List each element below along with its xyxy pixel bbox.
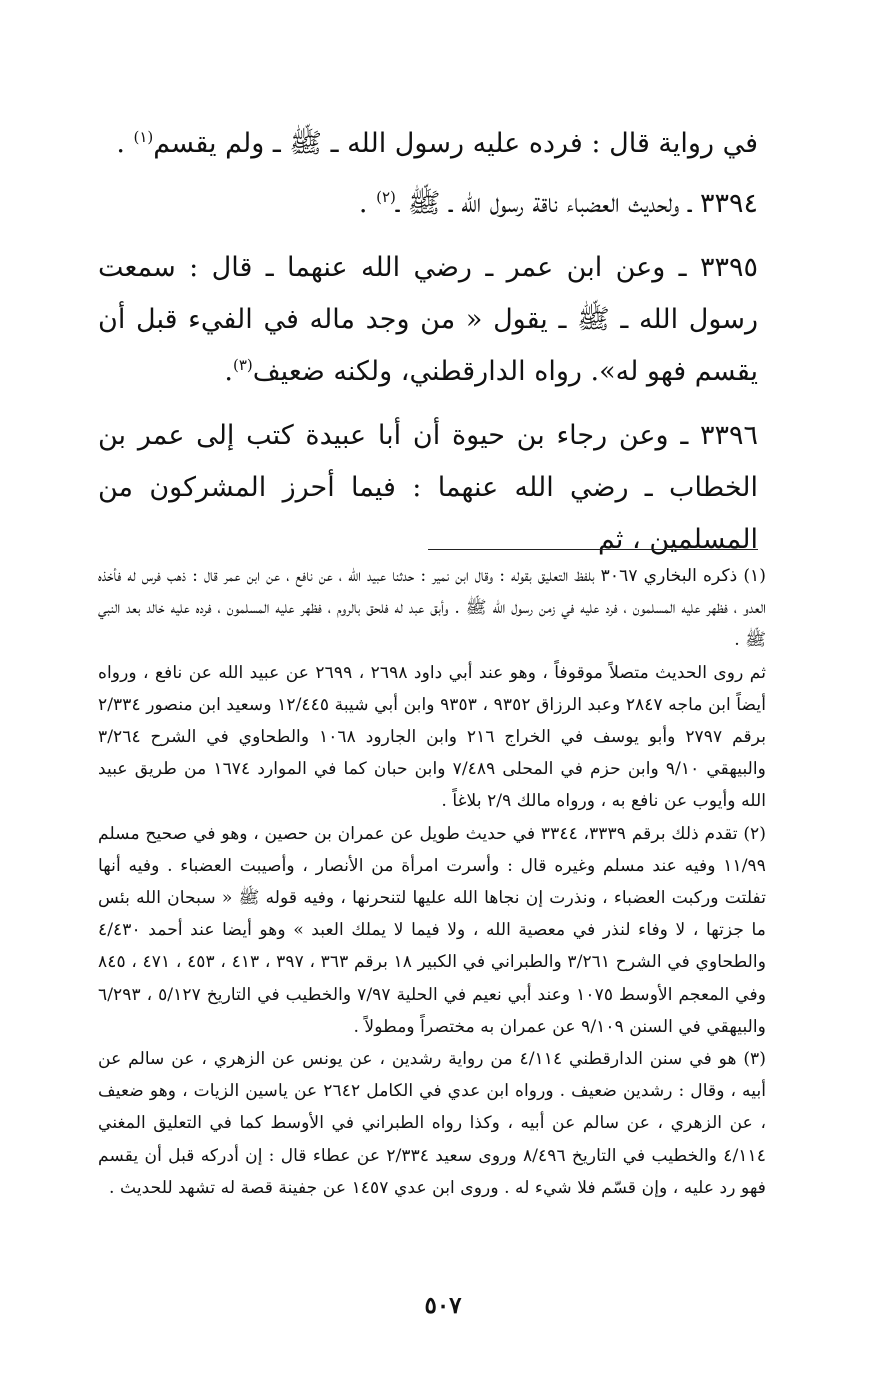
footnote-ref-1[interactable]: (١): [133, 128, 154, 146]
hadith-3395-end: .: [224, 356, 233, 387]
hadith-3396: [98, 410, 758, 566]
footnote-3: [98, 1043, 766, 1204]
hadith-continuation-end: .: [116, 128, 134, 159]
hadith-3396-text: ٣٣٩٦ ـ وعن رجاء بن حيوة أن أبا عبيدة كتب إلى عمر بن الخطاب ـ رضي الله عنهما : فيما أحرز المشركون من المسلمين ، ثم: [98, 420, 758, 555]
footnote-3-paragraph: (٣) هو في سنن الدارقطني ٤/١١٤ من رواية رشدين ، عن يونس عن الزهري ، عن سالم عن أبيه ، وقال : رشدين ضعيف . ورواه ابن عدي في الكامل ٢٦٤٢ عن ياسين الزيات ، وهو ضعيف ، عن الزهري ، عن سالم عن أبيه ، وكذا رواه الطبراني في الأوسط كما في التعليق المغني ٤/١١٤ والخطيب في التاريخ ٨/٤٩٦ وروى سعيد ٢/٣٣٤ عن عطاء قال : إن أدركه قبل أن يقسم فهو رد عليه ، وإن قسّم فلا شيء له . وروى ابن عدي ١٤٥٧ عن جفينة قصة له تشهد للحديث .: [98, 1049, 767, 1198]
hadith-3395: [98, 242, 758, 398]
footnote-2-paragraph: (٢) تقدم ذلك برقم ٣٣٣٩، ٣٣٤٤ في حديث طويل عن عمران بن حصين ، وهو في صحيح مسلم ١١/٩٩ وفيه عند مسلم وغيره قال : وأسرت امرأة من الأنصار ، وأصيبت العضباء . وفيه أنها تفلتت وركبت العضباء ، ونذرت إن نجاها الله عليها لتنحرنها ، وفيه قوله ﷺ « سبحان الله بئس ما جزتها ، لا وفاء لنذر في معصية الله ، ولا فيما لا يملك العبد » وهو أيضا عند أحمد ٤/٤٣٠ والطحاوي في الشرح ٣/٢٦١ والطبراني في الكبير ١٨ برقم ٣٦٣ ، ٣٩٧ ، ٤١٣ ، ٤٥٣ ، ٤٧١ ، ٨٤٥ وفي المعجم الأوسط ١٠٧٥ وعند أبي نعيم في الحلية ٧/٩٧ والخطيب في التاريخ ٥/١٢٧ ، ٦/٢٩٣ والبيهقي في السنن ٩/١٠٩ عن عمران به مختصراً ومطولاً .: [98, 823, 766, 1037]
hadith-3395-text: ٣٣٩٥ ـ وعن ابن عمر ـ رضي الله عنهما ـ قال : سمعت رسول الله ـ ﷺ ـ يقول « من وجد ماله في الفيء قبل أن يقسم فهو له». رواه الدارقطني، ولكنه ضعيف: [98, 252, 758, 387]
footnote-2: [98, 818, 766, 1043]
footnotes: [98, 560, 766, 1204]
hadith-3394: [98, 178, 758, 230]
main-text: [98, 118, 758, 578]
hadith-3394-text: ٣٣٩٤ ـ ولحديث العضباء ناقة رسول الله ـ ﷺ ـ: [395, 188, 758, 219]
hadith-continuation: [98, 118, 758, 170]
hadith-3394-end: .: [358, 188, 377, 219]
hadith-continuation-text: في رواية قال : فرده عليه رسول الله ـ ﷺ ـ ولم يقسم: [153, 128, 758, 159]
footnote-1: [98, 560, 766, 818]
footnote-ref-2[interactable]: (٢): [376, 188, 396, 206]
footnote-ref-3[interactable]: (٣): [232, 356, 253, 374]
footnote-separator: [428, 549, 758, 550]
footnote-1-paragraph: ثم روى الحديث متصلاً موقوفاً ، وهو عند أبي داود ٢٦٩٨ ، ٢٦٩٩ عن عبيد الله عن نافع ، ورواه أيضاً ابن ماجه ٢٨٤٧ وعبد الرزاق ٩٣٥٢ ، ٩٣٥٣ وابن أبي شيبة ١٢/٤٤٥ وسعيد ابن منصور ٢/٣٣٤ برقم ٢٧٩٧ وأبو يوسف في الخراج ٢١٦ وابن الجارود ١٠٦٨ والطحاوي في الشرح ٣/٢٦٤ والبيهقي ٩/١٠ وابن حزم في المحلى ٧/٤٨٩ وابن حبان كما في الموارد ١٦٧٤ من طريق عبيد الله وأيوب عن نافع به ، ورواه مالك ٢/٩ بلاغاً .: [98, 662, 766, 812]
page-number: ٥٠٧: [424, 1292, 462, 1319]
footnote-1-paragraph: (١) ذكره البخاري ٣٠٦٧ بلفظ التعليق بقوله : وقال ابن نمير : حدثنا عبيد الله ، عن نافع ، عن ابن عمر قال : ذهب فرس له فأخذه العدو ، فظهر عليه المسلمون ، فرد عليه في زمن رسول الله ﷺ . وأبق عبد له فلحق بالروم ، فظهر عليه المسلمون ، فرده عليه خالد بعد النبي ﷺ .: [98, 566, 766, 651]
